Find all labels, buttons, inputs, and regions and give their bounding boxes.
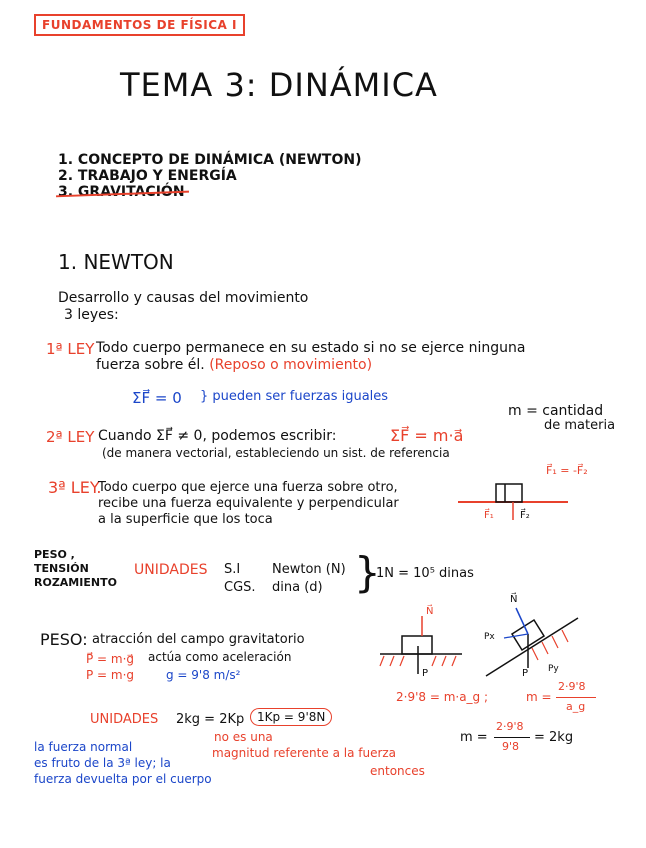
intro-line-2: 3 leyes:	[64, 307, 119, 323]
forces-list-3: ROZAMIENTO	[34, 576, 117, 589]
flat-block	[402, 636, 432, 654]
law2-text-1: Cuando ΣF⃗ ≠ 0, podemos escribir:	[98, 428, 337, 444]
incline-diagram	[482, 590, 582, 680]
law3-f2-label: F⃗₂	[520, 510, 530, 521]
forces-list-2: TENSIÓN	[34, 562, 89, 575]
peso-g-value: g = 9'8 m/s²	[166, 668, 241, 682]
peso-text: atracción del campo gravitatorio	[92, 632, 305, 647]
index-item-2: 2. TRABAJO Y ENERGÍA	[58, 168, 237, 184]
peso-formula-1-note: actúa como aceleración	[148, 650, 292, 664]
law2-text-2: (de manera vectorial, estableciendo un sist. de referencia	[102, 446, 450, 460]
law3-text-2: recibe una fuerza equivalente y perpendicular	[98, 496, 399, 511]
peso-formula-1: P⃗ = m·g⃗	[86, 652, 135, 666]
incline-px-label: Px	[484, 632, 495, 642]
law3-text-3: a la superficie que los toca	[98, 512, 273, 527]
calc-frac1-den: a_g	[566, 700, 586, 713]
forces-list-1: PESO ,	[34, 548, 75, 561]
peso-formula-2: P = m·g	[86, 668, 135, 682]
course-label	[34, 14, 245, 36]
course-label-text: FUNDAMENTOS DE FÍSICA I	[42, 18, 237, 32]
index-item-3-struck: 3. GRAVITACIÓN	[58, 184, 185, 200]
block	[496, 484, 522, 502]
law1-formula-note: } pueden ser fuerzas iguales	[200, 389, 389, 404]
law3-text-1: Todo cuerpo que ejerce una fuerza sobre otro,	[98, 480, 398, 495]
units2-label: UNIDADES	[90, 712, 159, 727]
calc-frac1-bar	[556, 697, 596, 698]
units-label: UNIDADES	[134, 562, 208, 578]
units2-eq2	[250, 708, 332, 726]
mass-note-2: de materia	[544, 418, 616, 433]
calc-frac2-bar	[494, 737, 530, 738]
units2-eq2-text: 1Kp = 9'8N	[257, 710, 326, 724]
calc-frac2-num: 2·9'8	[496, 720, 524, 733]
index-item-1: 1. CONCEPTO DE DINÁMICA (NEWTON)	[58, 152, 362, 168]
calc-line-2: m =	[460, 730, 488, 745]
section-heading: 1. NEWTON	[58, 250, 174, 274]
calc-line-1a: 2·9'8 = m·a_g ;	[396, 690, 489, 704]
law1-label: 1ª LEY	[46, 340, 95, 358]
units-si-unit: Newton (N)	[272, 562, 346, 577]
calc-result: = 2kg	[534, 730, 574, 745]
units2-note-2: magnitud referente a la fuerza	[212, 746, 397, 760]
calc-frac2-den: 9'8	[502, 740, 520, 753]
law3-contact-diagram	[458, 480, 568, 530]
units2-eq1: 2kg = 2Kp	[176, 712, 245, 727]
incline-p-label: P	[522, 668, 529, 679]
normal-note-3: fuerza devuelta por el cuerpo	[34, 772, 212, 786]
intro-line-1: Desarrollo y causas del movimiento	[58, 290, 309, 306]
law1-formula: ΣF⃗ = 0	[132, 389, 182, 407]
incline-n-label: N⃗	[510, 594, 518, 605]
law2-label: 2ª LEY	[46, 428, 95, 446]
peso-label: PESO:	[40, 630, 88, 649]
law1-text-2a: fuerza sobre él.	[96, 357, 205, 373]
law3-diagram-equation: F⃗₁ = -F⃗₂	[546, 464, 588, 477]
mass-note-1: m = cantidad	[508, 403, 604, 419]
units-si-system: S.I	[224, 562, 241, 577]
flat-p-label: P	[422, 668, 429, 679]
page-title: TEMA 3: DINÁMICA	[120, 66, 438, 104]
incline-px-arrow	[504, 634, 528, 638]
flat-n-label: N⃗	[426, 606, 434, 617]
law1-text-1: Todo cuerpo permanece en su estado si no se ejerce ninguna	[96, 340, 526, 356]
normal-note-1: la fuerza normal	[34, 740, 133, 754]
incline-py-label: Py	[548, 664, 559, 674]
units2-note-1: no es una	[214, 730, 273, 744]
law3-label: 3ª LEY.	[48, 478, 102, 497]
calc-line-1b: m =	[526, 690, 552, 704]
incline-hatch	[532, 630, 568, 660]
units-cgs-system: CGS.	[224, 580, 256, 595]
calc-frac1-num: 2·9'8	[558, 680, 586, 693]
index-item-3	[58, 184, 185, 200]
law3-f1-label: F⃗₁	[484, 510, 494, 521]
normal-note-2: es fruto de la 3ª ley; la	[34, 756, 171, 770]
units-equivalence: 1N = 10⁵ dinas	[376, 566, 474, 581]
law2-formula: ΣF⃗ = m·a⃗	[390, 426, 464, 445]
law1-text-2b: (Reposo o movimiento)	[209, 357, 373, 373]
law1-text-2	[96, 357, 372, 373]
units2-note-3: entonces	[370, 764, 425, 778]
units-cgs-unit: dina (d)	[272, 580, 323, 595]
incline-surface	[486, 618, 578, 676]
units-brace: }	[354, 548, 381, 597]
